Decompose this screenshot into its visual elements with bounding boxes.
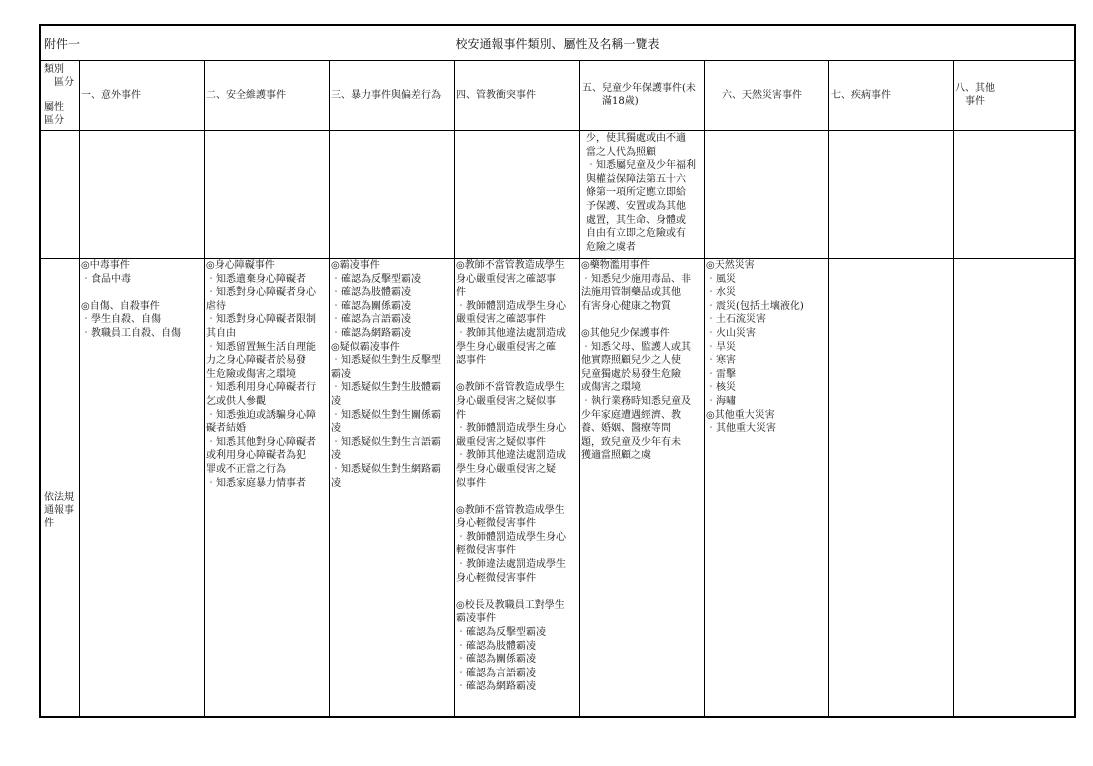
divider bbox=[204, 60, 205, 716]
cell-security: ◎身心障礙事件 ‧知悉遺棄身心障礙者 ‧知悉對身心障礙者身心 虐待 ‧知悉對身心障礙者限制 其自由 ‧知悉留置無生活自理能 力之身心障礙者於易發 生危險或傷害之環境 ‧知悉利用身心障礙者行 乞或供人參觀 ‧知悉強迫或誘騙身心障 礙者結婚 ‧知悉其他對身心障礙者 或利用身心障礙者為犯 罪或不正當之行為 ‧知悉家庭暴力情事者 bbox=[206, 260, 316, 489]
row-label-statutory: 依法規 通報事 件 bbox=[44, 492, 74, 529]
cell-child-protection: ◎藥物濫用事件 ‧知悉兒少施用毒品、非 法施用管制藥品或其他 有害身心健康之物質 ◎其他兒少保護事件 ‧知悉父母、監護人或其 他實際照顧兒少之人使 兒童獨處於易發生危險 或傷害之環境 ‧執行業務時知悉兒童及 少年家庭遭遇經濟、教 養、婚姻、醫療等問 題，致兒童及少年有未 獲適當照顧之虞 bbox=[581, 260, 691, 462]
divider bbox=[41, 60, 1074, 61]
title-row bbox=[41, 26, 1074, 60]
column-header-disease: 七、疾病事件 bbox=[831, 90, 891, 101]
column-header-discipline: 四、管教衝突事件 bbox=[456, 90, 536, 101]
column-header-violence: 三、暴力事件與偏差行為 bbox=[331, 90, 441, 101]
column-header-other: 八、其他 事件 bbox=[955, 83, 995, 107]
divider bbox=[454, 60, 455, 716]
divider bbox=[579, 60, 580, 716]
cell-accident: ◎中毒事件 ‧食品中毒 ◎自傷、自殺事件 ‧學生自殺、自傷 ‧教職員工自殺、自傷 bbox=[81, 260, 181, 339]
divider bbox=[828, 60, 829, 716]
cell-natural-disaster: ◎天然災害 ‧風災 ‧水災 ‧震災(包括土壤液化) ‧土石流災害 ‧火山災害 ‧旱災 ‧寒害 ‧雷擊 ‧核災 ‧海嘯 ◎其他重大災害 ‧其他重大災害 bbox=[706, 260, 804, 435]
divider bbox=[79, 60, 80, 716]
event-category-table bbox=[39, 24, 1076, 718]
column-header-child-protection: 五、兒童少年保護事件(未 滿18歲) bbox=[582, 83, 696, 107]
divider bbox=[41, 130, 1074, 131]
divider bbox=[704, 60, 705, 716]
corner-header-attribute: 屬性 區分 bbox=[44, 102, 64, 126]
column-header-security: 二、安全維護事件 bbox=[206, 90, 286, 101]
continued-cell-child-protection: 少，使其獨處或由不適 當之人代為照顧 ‧知悉屬兒童及少年福利 與權益保障法第五十六 條第一項所定應立即給 予保護、安置或為其他 處置，其生命、身體或 自由有立即之危險或有 危險之虞者 bbox=[586, 133, 696, 253]
table-title: 校安通報事件類別、屬性及名稱一覽表 bbox=[455, 37, 660, 51]
annex-label: 附件一 bbox=[44, 37, 81, 51]
divider bbox=[329, 60, 330, 716]
column-header-natural-disaster: 六、天然災害事件 bbox=[722, 90, 802, 101]
corner-header-category: 類別 區分 bbox=[44, 64, 74, 88]
cell-violence: ◎霸凌事件 ‧確認為反擊型霸凌 ‧確認為肢體霸凌 ‧確認為關係霸凌 ‧確認為言語霸凌 ‧確認為網路霸凌 ◎疑似霸凌事件 ‧知悉疑似生對生反擊型 霸凌 ‧知悉疑似生對生肢體霸 凌 ‧知悉疑似生對生關係霸 凌 ‧知悉疑似生對生言語霸 凌 ‧知悉疑似生對生網路霸 凌 bbox=[331, 260, 441, 489]
divider bbox=[953, 60, 954, 716]
cell-discipline: ◎教師不當管教造成學生 身心嚴重侵害之確認事 件 ‧教師體罰造成學生身心 嚴重侵害之確認事件 ‧教師其他違法處罰造成 學生身心嚴重侵害之確 認事件 ◎教師不當管教造成學生 身心嚴重侵害之疑似事 件 ‧教師體罰造成學生身心 嚴重侵害之疑似事件 ‧教師其他違法處罰造成 學生身心嚴重侵害之疑 似事件 ◎教師不當管教造成學生 身心輕微侵害事件 ‧教師體罰造成學生身心 輕微侵害事件 ‧教師違法處罰造成學生 身心輕微侵害事件 ◎校長及教職員工對學生 霸凌事件 ‧確認為反擊型霸凌 ‧確認為肢體霸凌 ‧確認為關係霸凌 ‧確認為言語霸凌 ‧確認為網路霸凌 bbox=[456, 260, 566, 693]
column-header-accident: 一、意外事件 bbox=[81, 90, 141, 101]
